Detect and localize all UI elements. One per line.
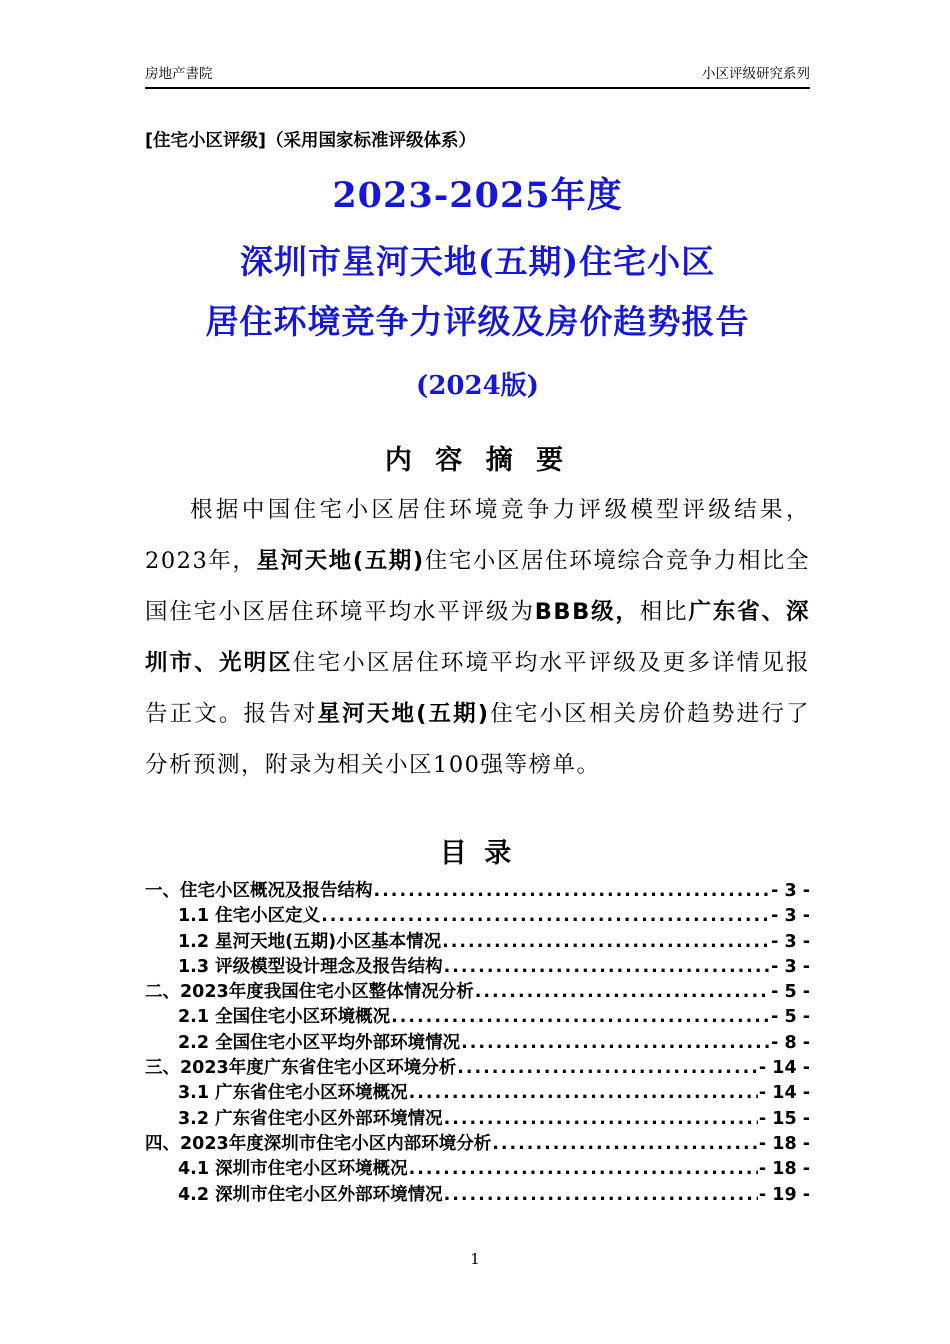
abstract-segment-bold: 星河天地(五期) (256, 548, 425, 574)
toc-entry-label: 二、2023年度我国住宅小区整体情况分析 (145, 982, 474, 1003)
toc-dot-leader (409, 1081, 758, 1106)
page-header (145, 64, 810, 89)
toc-entry-page: - 8 - (771, 1032, 810, 1053)
abstract-segment-bold: BBB级， (534, 599, 640, 625)
toc-entry-label: 2.2 全国住宅小区平均外部环境情况 (178, 1032, 461, 1053)
toc-entry-label: 3.1 广东省住宅小区环境概况 (178, 1083, 408, 1104)
toc-entry-page: - 3 - (771, 881, 810, 901)
toc-entry-4-2[interactable] (145, 1183, 810, 1208)
abstract-heading: 内 容 摘 要 (384, 445, 571, 476)
toc-entry-label: 四、2023年度深圳市住宅小区内部环境分析 (145, 1133, 492, 1154)
abstract-segment: 住宅小区居住环境平均水平评级及更多详情见报告正文。报告对 (145, 650, 810, 727)
toc-entry-page: - 14 - (758, 1058, 810, 1079)
toc-dot-leader (492, 1132, 758, 1157)
report-title-block (145, 175, 810, 403)
report-title-edition: (2024版) (416, 371, 539, 401)
rating-tag-line: [住宅小区评级]（采用国家标准评级体系） (145, 131, 476, 151)
toc-entry-page: - 15 - (758, 1108, 810, 1129)
abstract-paragraph (145, 485, 810, 791)
toc-entry-3-2[interactable] (145, 1107, 810, 1132)
toc-entry-page: - 3 - (771, 931, 810, 952)
report-title-community: 深圳市星河天地(五期)住宅小区 (239, 242, 716, 281)
abstract-segment: 住宅小区居住环境综合竞争力相比全国住宅小区居住环境平均水平评级为 (145, 548, 810, 625)
header-right-text: 小区评级研究系列 (702, 66, 810, 82)
toc-entry-page: - 3 - (771, 906, 810, 927)
toc-entry-1-3[interactable] (145, 955, 810, 980)
toc-entry-page: - 18 - (758, 1133, 810, 1154)
toc-entry-1-2[interactable] (145, 930, 810, 955)
toc-dot-leader (409, 1157, 758, 1182)
toc-entry-page: - 5 - (771, 982, 810, 1003)
abstract-segment: 住宅小区相关房价趋势进行了分析预测，附录为相关小区100强等榜单。 (145, 701, 810, 778)
header-left-text: 房地产書院 (145, 66, 213, 82)
toc-dot-leader (442, 930, 770, 955)
toc-entry-page: - 19 - (758, 1184, 810, 1205)
abstract-segment: 相比 (639, 599, 689, 625)
page-number: 1 (470, 1250, 480, 1268)
toc-entry-page: - 3 - (771, 956, 810, 977)
toc-entry-label: 1.1 住宅小区定义 (178, 906, 321, 927)
toc-dot-leader (444, 1183, 758, 1208)
toc-entry-label: 一、住宅小区概况及报告结构 (145, 881, 373, 901)
toc-entry-chapter4[interactable] (145, 1132, 810, 1157)
toc-entry-label: 1.2 星河天地(五期)小区基本情况 (178, 931, 442, 952)
toc-entry-2-1[interactable] (145, 1005, 810, 1030)
toc-entry-1-1[interactable] (145, 904, 810, 929)
toc-dot-leader (457, 1056, 758, 1081)
toc-entry-label: 1.3 评级模型设计理念及报告结构 (178, 956, 443, 977)
toc-dot-leader (374, 879, 771, 904)
toc-list (145, 879, 810, 1208)
report-title-years: 2023-2025年度 (332, 175, 623, 216)
toc-entry-page: - 14 - (758, 1083, 810, 1104)
toc-entry-4-1[interactable] (145, 1157, 810, 1182)
toc-entry-label: 3.2 广东省住宅小区外部环境情况 (178, 1108, 443, 1129)
toc-dot-leader (444, 1107, 758, 1132)
abstract-segment-bold: 广东省、深圳市、光明区 (145, 599, 810, 676)
abstract-segment-bold: 星河天地(五期) (317, 701, 490, 727)
toc-dot-leader (321, 904, 770, 929)
toc-dot-leader (461, 1031, 770, 1056)
toc-entry-page: - 18 - (758, 1159, 810, 1180)
abstract-segment: 根据中国住宅小区居住环境竞争力评级模型评级结果，2023年， (145, 497, 810, 574)
toc-entry-chapter1[interactable] (145, 879, 810, 904)
toc-entry-label: 4.2 深圳市住宅小区外部环境情况 (178, 1184, 443, 1205)
report-title-subject: 居住环境竞争力评级及房价趋势报告 (205, 302, 750, 341)
toc-dot-leader (475, 980, 770, 1005)
toc-entry-3-1[interactable] (145, 1081, 810, 1106)
toc-entry-2-2[interactable] (145, 1031, 810, 1056)
toc-entry-label: 三、2023年度广东省住宅小区环境分析 (145, 1058, 457, 1079)
toc-entry-chapter3[interactable] (145, 1056, 810, 1081)
toc-entry-label: 2.1 全国住宅小区环境概况 (178, 1007, 391, 1028)
toc-entry-label: 4.1 深圳市住宅小区环境概况 (178, 1159, 408, 1180)
toc-heading: 目 录 (439, 838, 516, 869)
toc-dot-leader (444, 955, 771, 980)
toc-entry-page: - 5 - (771, 1007, 810, 1028)
toc-dot-leader (391, 1005, 770, 1030)
toc-entry-chapter2[interactable] (145, 980, 810, 1005)
